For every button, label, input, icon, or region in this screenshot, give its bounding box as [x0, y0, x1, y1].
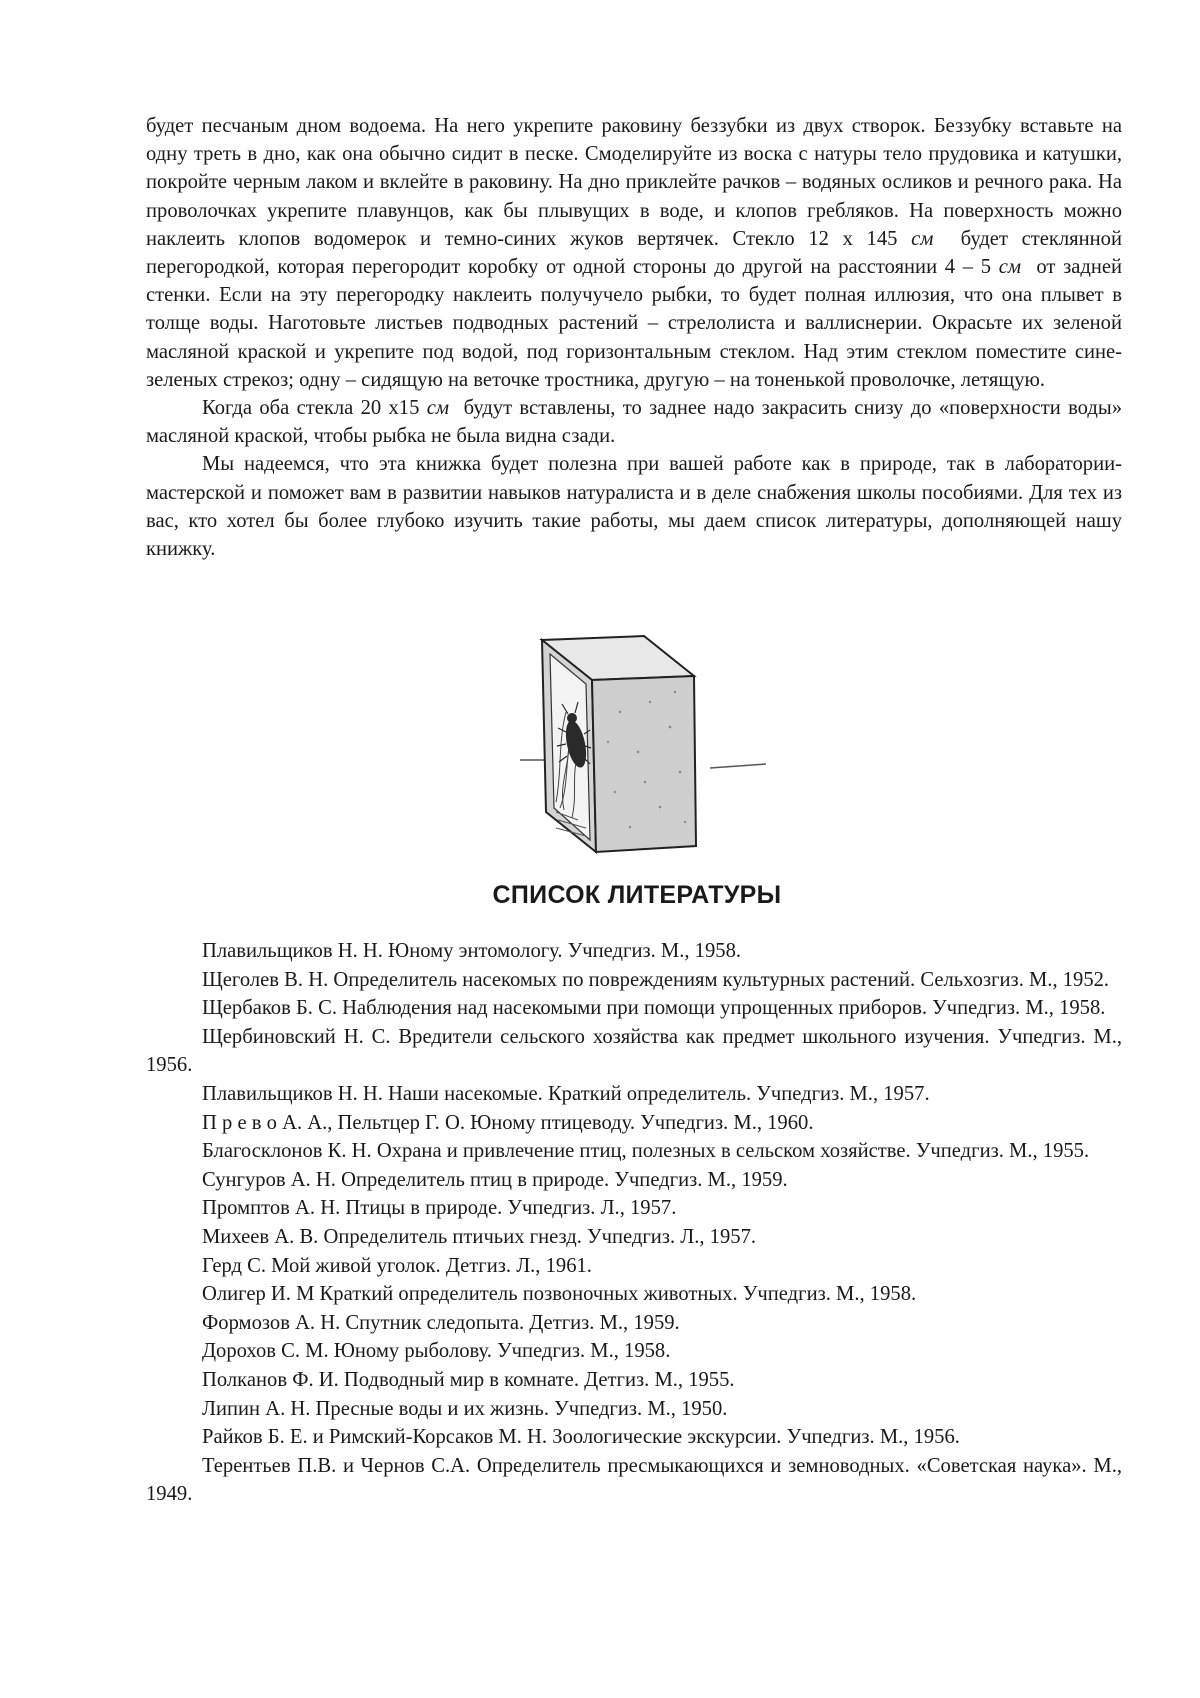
list-item: Райков Б. Е. и Римский-Корсаков М. Н. Зоологические экскурсии. Учпедгиз. М., 1956. — [202, 1426, 960, 1449]
list-item: Герд С. Мой живой уголок. Детгиз. Л., 1961. — [202, 1254, 592, 1277]
paragraph-1-text: будет песчаным дном водоема. На него укрепите раковину беззубки из двух створок. Беззубку вставьте на одну треть в дно, как она обычно сидит в песке. Смоделируйте из воска с натуры тело прудовика и катушки, покройте черным лаком и вклейте в раковину. На дно приклейте рачков – водяных осликов и речного рака. На проволочках укрепите плавунцов, как бы плывущих в воде, и клопов гребляков. На поверхность можно наклеить клопов водомерок и темно-синих жуков вертячек. Стекло 12 х 145 — [146, 115, 1122, 250]
list-item: Плавильщиков Н. Н. Наши насекомые. Краткий определитель. Учпедгиз. М., 1957. — [202, 1082, 930, 1105]
unit-cm: см — [911, 227, 934, 250]
list-item: Плавильщиков Н. Н. Юному энтомологу. Учпедгиз. М., 1958. — [202, 940, 742, 962]
list-item: Липин А. Н. Пресные воды и их жизнь. Учпедгиз. М., 1950. — [202, 1397, 728, 1420]
paragraph-2-text: Когда оба стекла 20 х15 — [202, 397, 420, 420]
paragraph-2-text-b: будут вставлены, то заднее надо закрасить снизу до «поверхности воды» масляной краской, чтобы рыбка не была видна сзади. — [146, 397, 1122, 448]
list-item: Сунгуров А. Н. Определитель птиц в природе. Учпедгиз. М., 1959. — [202, 1168, 788, 1191]
list-item: Полканов Ф. И. Подводный мир в комнате. Детгиз. М., 1955. — [202, 1368, 735, 1391]
list-item: Промптов А. Н. Птицы в природе. Учпедгиз. Л., 1957. — [202, 1197, 677, 1220]
list-item: Благосклонов К. Н. Охрана и привлечение птиц, полезных в сельском хозяйстве. Учпедгиз. М., 1955. — [202, 1140, 1090, 1163]
list-item: Щербиновский Н. С. Вредители сельского хозяйства как предмет школьного изучения. Учпедгиз. М., 1956. — [146, 1025, 1122, 1077]
body-text — [146, 112, 1122, 563]
list-item: Щеголев В. Н. Определитель насекомых по повреждениям культурных растений. Сельхозгиз. М., 1952. — [202, 968, 1110, 991]
list-item: Терентьев П.В. и Чернов С.А. Определитель пресмыкающихся и земноводных. «Советская наука». М., 1949. — [146, 1454, 1122, 1506]
aquarium-box-drawing — [520, 632, 800, 872]
list-item: Дорохов С. М. Юному рыболову. Учпедгиз. М., 1958. — [202, 1340, 671, 1363]
paragraph-1-text-c: от задней стенки. Если на эту перегородку наклеить получучело рыбки, то будет полная иллюзия, что она плывет в толще воды. Наготовьте листьев подводных растений – стрелолиста и валлиснерии. Окрасьте их зеленой масляной краской и укрепите под водой, под горизонтальным стеклом. Над этим стеклом поместите сине-зеленых стрекоз; одну – сидящую на веточке тростника, другую – на тоненькой проволочке, летящую. — [146, 256, 1123, 391]
bibliography-list — [146, 937, 1122, 1509]
list-item: Олигер И. М Краткий определитель позвоночных животных. Учпедгиз. М., 1958. — [202, 1283, 917, 1306]
paragraph-1 — [146, 112, 1122, 394]
list-item: Формозов А. Н. Спутник следопыта. Детгиз. М., 1959. — [202, 1311, 680, 1334]
list-item: П р е в о А. А., Пельтцер Г. О. Юному птицеводу. Учпедгиз. М., 1960. — [202, 1111, 814, 1134]
unit-cm: см — [998, 256, 1022, 279]
list-item: Щербаков Б. С. Наблюдения над насекомыми при помощи упрощенных приборов. Учпедгиз. М., 1958. — [202, 997, 1106, 1020]
unit-cm: см — [426, 397, 450, 420]
bibliography-heading: СПИСОК ЛИТЕРАТУРЫ — [492, 881, 782, 909]
paragraph-2 — [146, 394, 1122, 450]
aquarium-box-illustration — [520, 632, 800, 872]
paragraph-3: Мы надеемся, что эта книжка будет полезна при вашей работе как в природе, так в лаборатории-мастерской и поможет вам в развитии навыков натуралиста и в деле снабжения школы пособиями. Для тех из вас, кто хотел бы более глубоко изучить такие работы, мы даем список литературы, дополняющей нашу книжку. — [146, 453, 1122, 561]
paragraph-1-text-b: будет стеклянной перегородкой, которая перегородит коробку от одной стороны до другой на расстоянии 4 – 5 — [146, 227, 1122, 279]
list-item: Михеев А. В. Определитель птичьих гнезд. Учпедгиз. Л., 1957. — [202, 1225, 757, 1248]
